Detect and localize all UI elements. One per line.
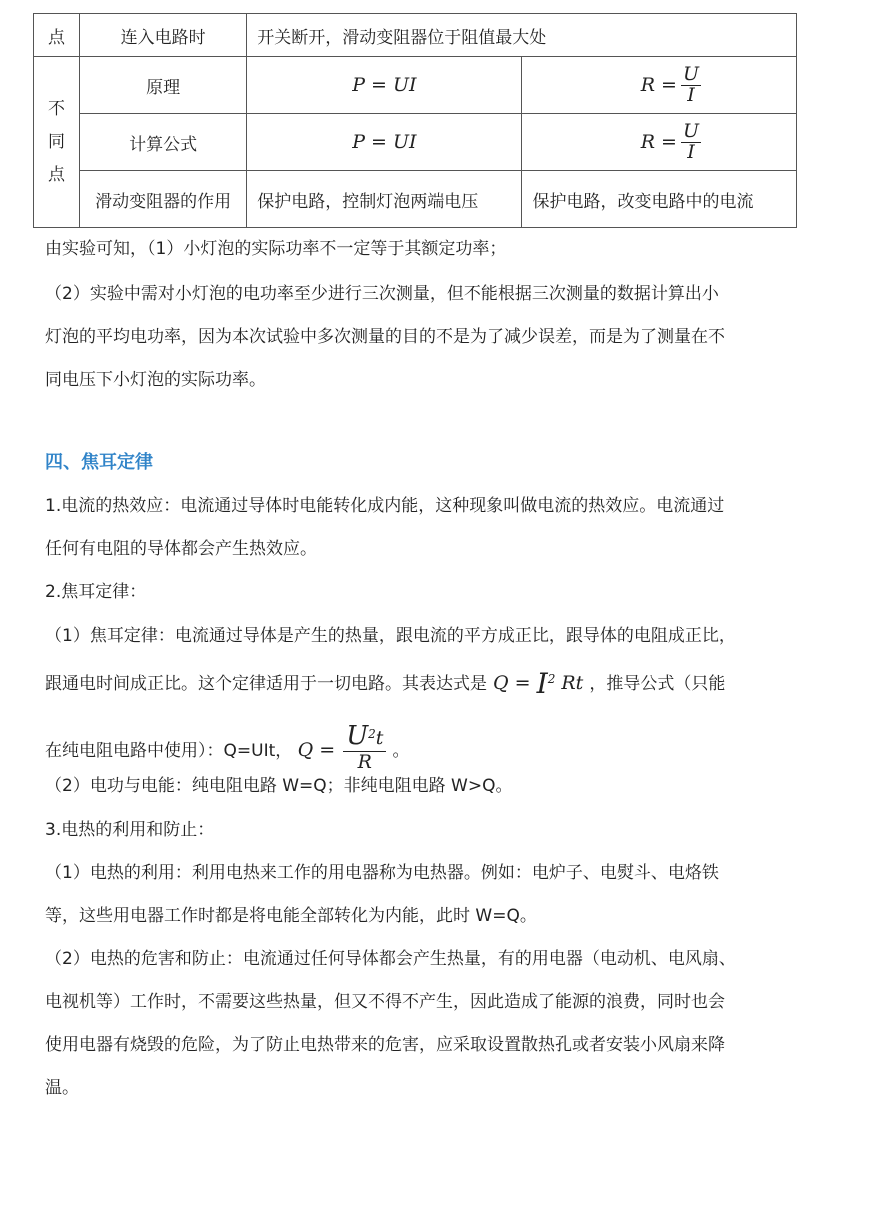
formula-lhs: R: [640, 131, 656, 153]
formula-lhs: Q: [493, 672, 509, 694]
derived-formula: Q = $\frac{U^2t}{R}$: [298, 739, 393, 761]
item-principle: 原理: [79, 57, 246, 114]
paragraph-2-1a: （1）焦耳定律：电流通过导体是产生的热量，跟电流的平方成正比，跟导体的电阻成正比，: [45, 626, 736, 646]
item-connect: 连入电路时: [79, 14, 246, 57]
paragraph-3-2a: （2）电热的危害和防止：电流通过任何导体都会产生热量，有的用电器（电动机、电风扇、: [45, 949, 736, 969]
fraction: [343, 722, 386, 772]
fraction: [681, 62, 701, 106]
formula-lhs: R: [640, 74, 656, 96]
fraction-denominator: I: [687, 83, 695, 106]
section-title: 四、焦耳定律: [45, 452, 153, 473]
rheostat-resistance: 保护电路，改变电路中的电流: [522, 171, 797, 228]
diff-char-3: 点: [47, 164, 65, 185]
paragraph-3: 3.电热的利用和防止：: [45, 820, 215, 840]
text-segment: 。: [392, 741, 410, 762]
paragraph-2-2: （2）电功与电能：纯电阻电路 W=Q；非纯电阻电路 W>Q。: [45, 776, 513, 796]
diff-char-2: 同: [47, 131, 65, 152]
formula-resistance-formula: R = $\frac{U}{I}$: [522, 114, 797, 171]
conclusion-line-2a: （2）实验中需对小灯泡的电功率至少进行三次测量，但不能根据三次测量的数据计算出小: [45, 284, 719, 304]
fraction-numerator: U: [682, 119, 699, 142]
text-segment: 跟通电时间成正比。这个定律适用于一切电路。其表达式是: [45, 674, 487, 694]
formula-exponent: 2: [547, 672, 556, 686]
formula-rhs: UI: [392, 74, 417, 96]
comparison-table: [33, 13, 797, 228]
rheostat-power: 保护电路，控制灯泡两端电压: [247, 171, 522, 228]
paragraph-2-1c: [45, 721, 410, 776]
table-row-formula: [34, 114, 797, 171]
point-cell: 点: [34, 14, 80, 57]
fraction-numerator: U: [682, 62, 699, 85]
formula-power-formula: P = UI: [247, 114, 522, 171]
formula-base: I: [536, 667, 548, 700]
table-row-connect: [34, 14, 797, 57]
formula-rest: Rt: [561, 672, 584, 694]
formula-lhs: Q: [297, 739, 314, 762]
fraction-denominator: I: [687, 140, 695, 163]
paragraph-2-1b: [45, 667, 726, 700]
paragraph-2: 2.焦耳定律：: [45, 582, 147, 602]
table-row-rheostat: [34, 171, 797, 228]
paragraph-3-1a: （1）电热的利用：利用电热来工作的用电器称为电热器。例如：电炉子、电熨斗、电烙铁: [45, 863, 719, 883]
table-row-principle: [34, 57, 797, 114]
diff-label-cell: [34, 57, 80, 228]
value-connect: 开关断开，滑动变阻器位于阻值最大处: [247, 14, 797, 57]
joule-formula: $Q = I^2$ Rt: [493, 667, 584, 700]
formula-lhs: P: [352, 74, 365, 96]
fraction-denominator: R: [357, 750, 372, 773]
formula-rest: t: [375, 727, 384, 749]
paragraph-3-1b: 等，这些用电器工作时都是将电能全部转化为内能，此时 W=Q。: [45, 906, 537, 926]
conclusion-line-2b: 灯泡的平均电功率，因为本次试验中多次测量的目的不是为了减少误差，而是为了测量在不: [45, 327, 725, 347]
formula-rhs: UI: [392, 131, 417, 153]
paragraph-1a: 1.电流的热效应：电流通过导体时电能转化成内能，这种现象叫做电流的热效应。电流通过: [45, 496, 725, 516]
principle-resistance-formula: R = $\frac{U}{I}$: [522, 57, 797, 114]
item-rheostat: 滑动变阻器的作用: [79, 171, 246, 228]
conclusion-line-2c: 同电压下小灯泡的实际功率。: [45, 370, 266, 390]
paragraph-3-2d: 温。: [45, 1078, 79, 1098]
formula-lhs: P: [352, 131, 365, 153]
text-segment: 在纯电阻电路中使用）：Q=UIt，: [45, 741, 293, 762]
paragraph-3-2c: 使用电器有烧毁的危险，为了防止电热带来的危害，应采取设置散热孔或者安装小风扇来降: [45, 1035, 725, 1055]
conclusion-line-1: 由实验可知，（1）小灯泡的实际功率不一定等于其额定功率；: [45, 239, 507, 259]
principle-power-formula: P = UI: [247, 57, 522, 114]
fraction: [681, 119, 701, 163]
paragraph-3-2b: 电视机等）工作时，不需要这些热量，但又不得不产生，因此造成了能源的浪费，同时也会: [45, 992, 725, 1012]
paragraph-1b: 任何有电阻的导体都会产生热效应。: [45, 539, 317, 559]
text-segment: ，推导公式（只能: [589, 674, 726, 694]
fraction-numerator: [343, 722, 386, 752]
formula-base: U: [346, 721, 369, 751]
item-formula: 计算公式: [79, 114, 246, 171]
diff-char-1: 不: [47, 98, 65, 119]
formula-exponent: 2: [368, 727, 376, 741]
